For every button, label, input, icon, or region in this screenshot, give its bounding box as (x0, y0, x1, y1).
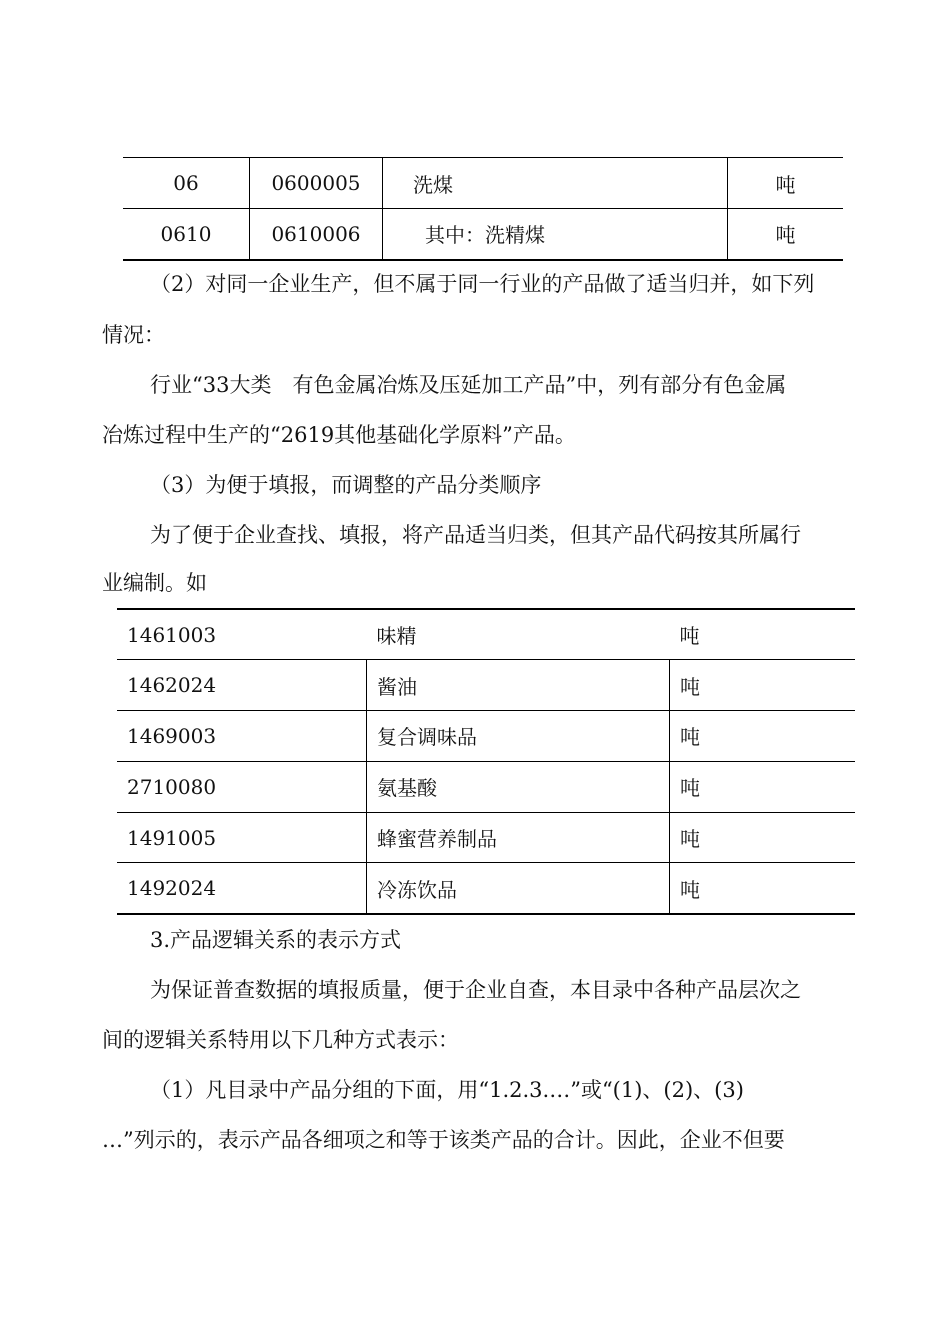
table-row (117, 761, 855, 812)
product-code-cell: 1461003 (117, 609, 367, 660)
paragraph: 情况： (102, 323, 165, 347)
unit-cell: 吨 (670, 761, 856, 812)
product-code-cell: 1491005 (117, 812, 367, 863)
unit-cell: 吨 (670, 609, 856, 660)
coal-products-table (123, 157, 843, 261)
industry-code-cell: 06 (123, 158, 250, 209)
unit-cell: 吨 (728, 158, 844, 209)
product-code-cell: 1462024 (117, 660, 367, 711)
paragraph: （1）凡目录中产品分组的下面，用“1.2.3.…”或“(1)、(2)、(3) (150, 1078, 744, 1102)
paragraph: 间的逻辑关系特用以下几种方式表示： (102, 1028, 459, 1052)
table-row (123, 158, 843, 209)
product-code-cell: 1492024 (117, 863, 367, 914)
product-name-cell: 味精 (367, 609, 670, 660)
paragraph: 为保证普查数据的填报质量，便于企业自查，本目录中各种产品层次之 (150, 978, 801, 1002)
paragraph: …”列示的，表示产品各细项之和等于该类产品的合计。因此，企业不但要 (102, 1128, 785, 1152)
product-name-cell: 冷冻饮品 (367, 863, 670, 914)
paragraph: 业编制。如 (102, 571, 207, 595)
product-code-cell: 0600005 (250, 158, 383, 209)
unit-cell: 吨 (728, 209, 844, 260)
product-name-cell: 氨基酸 (367, 761, 670, 812)
unit-cell: 吨 (670, 812, 856, 863)
table-row (117, 711, 855, 762)
industry-code-cell: 0610 (123, 209, 250, 260)
product-name-cell: 其中：洗精煤 (383, 209, 728, 260)
unit-cell: 吨 (670, 660, 856, 711)
table-row (123, 209, 843, 260)
product-name-cell: 复合调味品 (367, 711, 670, 762)
paragraph: （2）对同一企业生产，但不属于同一行业的产品做了适当归并，如下列 (150, 272, 815, 296)
subheading: （3）为便于填报，而调整的产品分类顺序 (150, 473, 542, 497)
paragraph: 为了便于企业查找、填报，将产品适当归类，但其产品代码按其所属行 (150, 523, 801, 547)
product-name-cell: 蜂蜜营养制品 (367, 812, 670, 863)
table-row (117, 660, 855, 711)
product-name-cell: 酱油 (367, 660, 670, 711)
product-code-cell: 2710080 (117, 761, 367, 812)
paragraph: 行业“33大类 有色金属冶炼及压延加工产品”中，列有部分有色金属 (150, 373, 787, 397)
unit-cell: 吨 (670, 711, 856, 762)
product-code-cell: 0610006 (250, 209, 383, 260)
section-heading: 3.产品逻辑关系的表示方式 (150, 928, 402, 952)
product-name-cell: 洗煤 (383, 158, 728, 209)
table-row (117, 863, 855, 914)
table-row (117, 609, 855, 660)
product-code-cell: 1469003 (117, 711, 367, 762)
paragraph: 冶炼过程中生产的“2619其他基础化学原料”产品。 (102, 423, 576, 447)
table-row (117, 812, 855, 863)
product-list-table (117, 608, 855, 915)
unit-cell: 吨 (670, 863, 856, 914)
